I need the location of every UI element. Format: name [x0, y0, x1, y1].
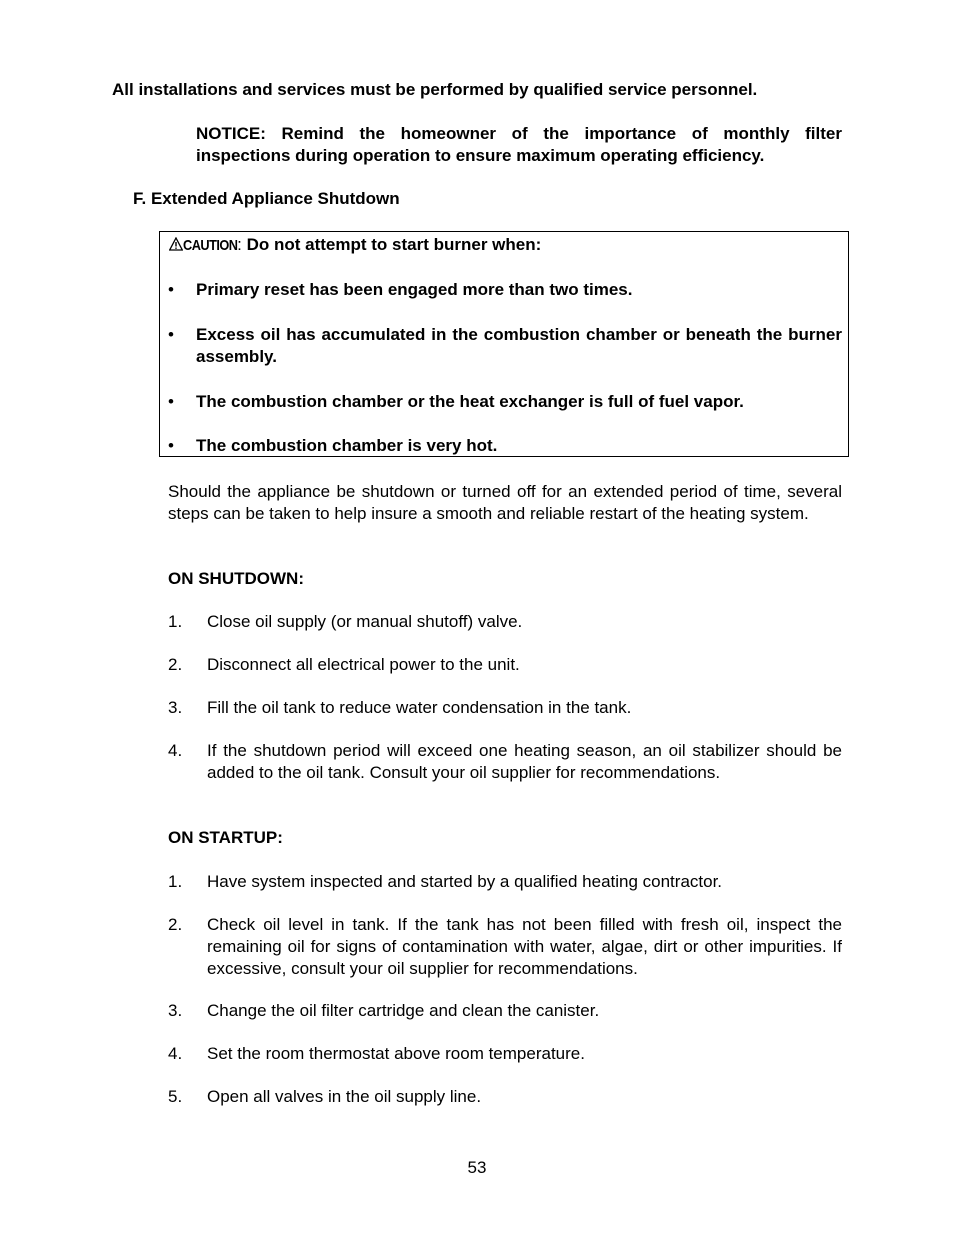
- caution-title: Do not attempt to start burner when:: [241, 235, 542, 254]
- shutdown-step: Fill the oil tank to reduce water condensation in the tank.: [207, 698, 632, 717]
- step-number: 4.: [168, 741, 183, 760]
- caution-label: CAUTION: [183, 237, 238, 254]
- notice-paragraph: NOTICE: Remind the homeowner of the importance of monthly filter inspections during operation to ensure maximum operating efficiency.: [196, 124, 842, 165]
- intro-paragraph: Should the appliance be shutdown or turned off for an extended period of time, several steps can be taken to help insure a smooth and reliable restart of the heating system.: [168, 482, 842, 523]
- caution-item: The combustion chamber is very hot.: [196, 436, 498, 455]
- page-number: 53: [467, 1158, 487, 1177]
- startup-step: Change the oil filter cartridge and clean the canister.: [207, 1001, 600, 1020]
- warning-triangle-icon: [169, 237, 183, 251]
- shutdown-step: Disconnect all electrical power to the unit.: [207, 655, 520, 674]
- step-number: 4.: [168, 1044, 183, 1063]
- startup-step: Open all valves in the oil supply line.: [207, 1087, 482, 1106]
- section-heading: F. Extended Appliance Shutdown: [133, 189, 400, 208]
- startup-step: Have system inspected and started by a qualified heating contractor.: [207, 872, 723, 891]
- caution-box: [159, 231, 849, 457]
- caution-separator: :: [237, 235, 242, 254]
- bullet-icon: •: [168, 392, 174, 411]
- startup-step: Set the room thermostat above room temperature.: [207, 1044, 585, 1063]
- step-number: 2.: [168, 655, 183, 674]
- caution-item: Excess oil has accumulated in the combustion chamber or beneath the burner assembly.: [196, 325, 842, 366]
- bullet-icon: •: [168, 280, 174, 299]
- startup-step: Check oil level in tank. If the tank has not been filled with fresh oil, inspect the remaining oil for signs of contamination with water, algae, dirt or other impurities. If excessive, consult your oil supplier for recommendations.: [207, 915, 842, 978]
- step-number: 5.: [168, 1087, 183, 1106]
- startup-heading: ON STARTUP:: [168, 828, 283, 847]
- caution-header: [169, 234, 541, 257]
- shutdown-step: Close oil supply (or manual shutoff) valve.: [207, 612, 523, 631]
- step-number: 3.: [168, 698, 183, 717]
- bullet-icon: •: [168, 436, 174, 455]
- step-number: 1.: [168, 872, 183, 891]
- caution-item: The combustion chamber or the heat exchanger is full of fuel vapor.: [196, 392, 744, 411]
- step-number: 3.: [168, 1001, 183, 1020]
- step-number: 1.: [168, 612, 183, 631]
- bullet-icon: •: [168, 325, 174, 344]
- caution-item: Primary reset has been engaged more than two times.: [196, 280, 633, 299]
- shutdown-heading: ON SHUTDOWN:: [168, 569, 304, 588]
- step-number: 2.: [168, 915, 183, 934]
- shutdown-step: If the shutdown period will exceed one heating season, an oil stabilizer should be added to the oil tank. Consult your oil supplier for recommendations.: [207, 741, 842, 782]
- installation-requirement-note: All installations and services must be performed by qualified service personnel.: [112, 80, 758, 99]
